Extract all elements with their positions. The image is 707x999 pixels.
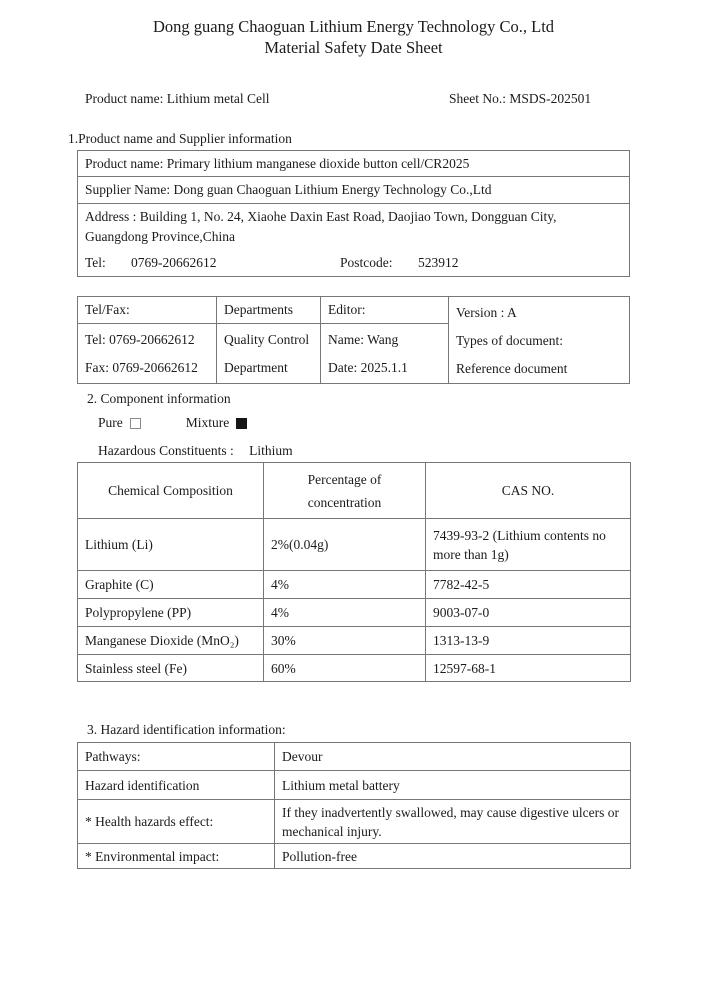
hazard-row-label: * Health hazards effect: [78, 800, 275, 844]
editor-values-cell [321, 324, 449, 384]
tel-label: Tel: [85, 255, 106, 270]
component-name-cell: Graphite (C) [78, 571, 264, 599]
cas-no-cell: 7439-93-2 (Lithium contents no more than 1g) [426, 519, 631, 571]
tel-postcode-line [85, 255, 622, 273]
cas-no-cell: 9003-07-0 [426, 599, 631, 627]
product-name-header: Product name: Lithium metal Cell [85, 91, 270, 106]
sheet-no-label: Sheet No.: MSDS-202501 [449, 91, 592, 106]
component-name-cell: Lithium (Li) [78, 519, 264, 571]
percentage-header: Percentage of concentration [264, 463, 426, 519]
telfax-header-cell: Tel/Fax: [78, 297, 217, 324]
component-table [77, 462, 631, 682]
hazard-row-value: If they inadvertently swallowed, may cause digestive ulcers or mechanical injury. [275, 800, 631, 844]
hazard-row-value: Devour [275, 743, 631, 771]
mixture-checkbox-checked-icon [236, 418, 247, 429]
tel-value: 0769-20662612 [131, 255, 217, 270]
table-row [78, 627, 631, 655]
document-control-table [77, 296, 630, 384]
percentage-cell: 2%(0.04g) [264, 519, 426, 571]
product-name-cell: Product name: Primary lithium manganese dioxide button cell/CR2025 [78, 151, 630, 177]
chemical-composition-header: Chemical Composition [78, 463, 264, 519]
section2-heading: 2. Component information [87, 391, 231, 406]
department-value-cell [217, 324, 321, 384]
hazard-row-label: Hazard identification [78, 771, 275, 800]
tel-line: Tel: 0769-20662612 [85, 332, 195, 347]
department-value: Quality Control Department [224, 332, 310, 375]
cas-no-cell: 12597-68-1 [426, 655, 631, 682]
address-cell [78, 204, 630, 277]
pure-label: Pure [98, 415, 123, 430]
table-row [78, 771, 631, 800]
section3-heading: 3. Hazard identification information: [87, 722, 286, 737]
reference-document-line: Reference document [456, 361, 568, 376]
postcode-value: 523912 [418, 255, 459, 270]
percentage-cell: 30% [264, 627, 426, 655]
table-row [78, 743, 631, 771]
table-row [78, 844, 631, 869]
address-text: Address : Building 1, No. 24, Xiaohe Daxin East Road, Daojiao Town, Dongguan City, Guangdong Province,China [85, 209, 557, 244]
percentage-cell: 60% [264, 655, 426, 682]
company-title: Dong guang Chaoguan Lithium Energy Technology Co., Ltd [152, 17, 555, 36]
pure-mixture-line [98, 415, 247, 431]
percentage-cell: 4% [264, 599, 426, 627]
departments-header-cell: Departments [217, 297, 321, 324]
pure-checkbox-unchecked-icon [130, 418, 141, 429]
editor-name-line: Name: Wang [328, 332, 399, 347]
version-cell [449, 297, 630, 384]
cas-no-cell: 1313-13-9 [426, 627, 631, 655]
types-of-document-line: Types of document: [456, 333, 564, 348]
mixture-label: Mixture [185, 415, 230, 430]
table-row [78, 599, 631, 627]
supplier-name-cell: Supplier Name: Dong guan Chaoguan Lithium Energy Technology Co.,Ltd [78, 177, 630, 204]
supplier-info-table [77, 150, 630, 277]
document-title: Material Safety Date Sheet [264, 38, 443, 57]
hazard-row-label: Pathways: [78, 743, 275, 771]
editor-date-line: Date: 2025.1.1 [328, 360, 408, 375]
section1-heading: 1.Product name and Supplier information [68, 131, 292, 146]
fax-line: Fax: 0769-20662612 [85, 360, 198, 375]
component-name-cell: Polypropylene (PP) [78, 599, 264, 627]
telfax-values-cell [78, 324, 217, 384]
component-name-cell: Manganese Dioxide (MnO₂) [78, 627, 264, 655]
hazardous-constituents-value: Lithium [249, 443, 293, 458]
table-row [78, 571, 631, 599]
cas-no-cell: 7782-42-5 [426, 571, 631, 599]
hazard-row-label: * Environmental impact: [78, 844, 275, 869]
table-row [78, 519, 631, 571]
hazard-identification-table [77, 742, 631, 869]
table-row [78, 800, 631, 844]
hazardous-constituents-label: Hazardous Constituents : [98, 443, 234, 458]
table-row [78, 655, 631, 682]
component-name-cell: Stainless steel (Fe) [78, 655, 264, 682]
hazard-row-value: Lithium metal battery [275, 771, 631, 800]
editor-header-cell: Editor: [321, 297, 449, 324]
postcode-label: Postcode: [340, 255, 393, 270]
cas-no-header: CAS NO. [426, 463, 631, 519]
version-line: Version : A [456, 305, 517, 320]
hazard-row-value: Pollution-free [275, 844, 631, 869]
hazardous-constituents-line [98, 443, 293, 459]
percentage-cell: 4% [264, 571, 426, 599]
